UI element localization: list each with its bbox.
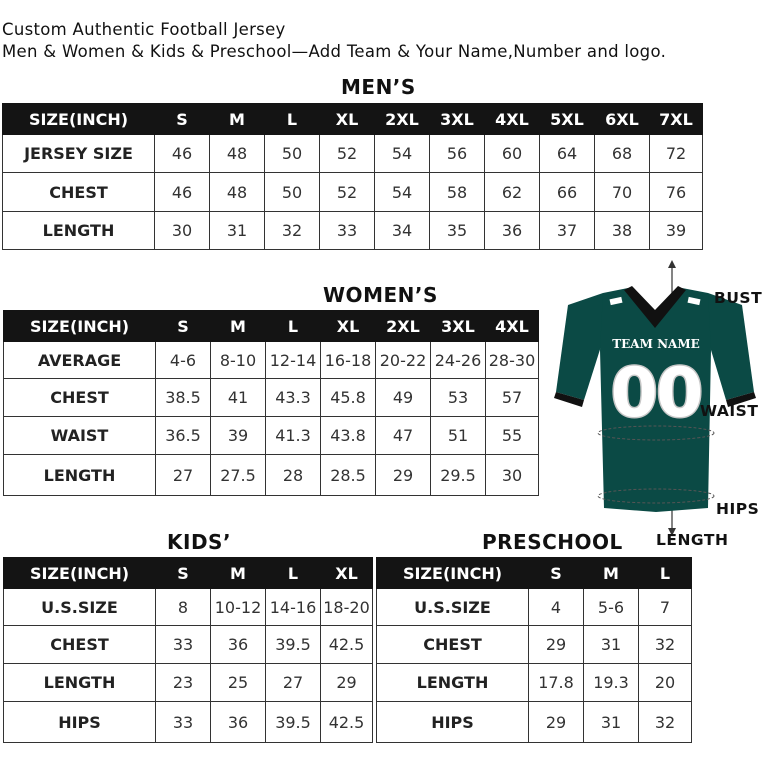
- size-value-cell: 18-20: [321, 589, 373, 626]
- size-value-cell: 50: [265, 135, 320, 173]
- size-value-cell: 30: [486, 455, 539, 496]
- size-value-cell: 31: [210, 212, 265, 250]
- size-value-cell: 8: [156, 589, 211, 626]
- table-header-row: [4, 558, 373, 589]
- header-size-6xl: 6XL: [595, 104, 650, 135]
- size-value-cell: 31: [584, 702, 639, 743]
- size-value-cell: 32: [265, 212, 320, 250]
- header-size-2xl: 2XL: [376, 311, 431, 342]
- size-value-cell: 36: [211, 702, 266, 743]
- table-row: [377, 589, 692, 626]
- size-value-cell: 27: [266, 664, 321, 702]
- row-label: HIPS: [377, 702, 529, 743]
- table-header-row: [377, 558, 692, 589]
- size-value-cell: 7: [639, 589, 692, 626]
- header-size-xl: XL: [321, 311, 376, 342]
- header-size-4xl: 4XL: [485, 104, 540, 135]
- waist-label: WAIST: [700, 402, 759, 420]
- size-value-cell: 20: [639, 664, 692, 702]
- row-label: CHEST: [3, 173, 155, 212]
- table-row: [4, 417, 539, 455]
- size-value-cell: 52: [320, 173, 375, 212]
- size-value-cell: 46: [155, 135, 210, 173]
- size-value-cell: 8-10: [211, 342, 266, 379]
- kids-title: KIDS’: [167, 530, 232, 554]
- header-size-3xl: 3XL: [431, 311, 486, 342]
- size-value-cell: 24-26: [431, 342, 486, 379]
- header-size-5xl: 5XL: [540, 104, 595, 135]
- size-value-cell: 39: [211, 417, 266, 455]
- size-value-cell: 30: [155, 212, 210, 250]
- mens-title: MEN’S: [341, 75, 416, 99]
- size-value-cell: 28: [266, 455, 321, 496]
- size-value-cell: 68: [595, 135, 650, 173]
- size-value-cell: 36: [211, 626, 266, 664]
- size-value-cell: 42.5: [321, 702, 373, 743]
- mens-size-table: [2, 103, 703, 250]
- header-size-label: SIZE(INCH): [4, 558, 156, 589]
- header-size-label: SIZE(INCH): [377, 558, 529, 589]
- row-label: U.S.SIZE: [4, 589, 156, 626]
- size-value-cell: 60: [485, 135, 540, 173]
- size-value-cell: 4: [529, 589, 584, 626]
- header-size-label: SIZE(INCH): [4, 311, 156, 342]
- header-size-l: L: [639, 558, 692, 589]
- header-size-m: M: [210, 104, 265, 135]
- length-label: LENGTH: [656, 531, 729, 549]
- size-value-cell: 33: [156, 626, 211, 664]
- header-size-s: S: [156, 311, 211, 342]
- header-size-l: L: [266, 311, 321, 342]
- table-row: [3, 135, 703, 173]
- size-value-cell: 5-6: [584, 589, 639, 626]
- size-value-cell: 28-30: [486, 342, 539, 379]
- row-label: LENGTH: [3, 212, 155, 250]
- size-value-cell: 39.5: [266, 702, 321, 743]
- size-value-cell: 38: [595, 212, 650, 250]
- size-value-cell: 50: [265, 173, 320, 212]
- hips-label: HIPS: [716, 500, 760, 518]
- preschool-title: PRESCHOOL: [482, 530, 623, 554]
- size-value-cell: 41.3: [266, 417, 321, 455]
- size-value-cell: 27: [156, 455, 211, 496]
- length-arrow-top-icon: [668, 260, 676, 268]
- size-value-cell: 4-6: [156, 342, 211, 379]
- size-value-cell: 31: [584, 626, 639, 664]
- size-value-cell: 36: [485, 212, 540, 250]
- table-row: [4, 589, 373, 626]
- header-size-m: M: [211, 311, 266, 342]
- size-value-cell: 25: [211, 664, 266, 702]
- size-value-cell: 55: [486, 417, 539, 455]
- size-value-cell: 29: [321, 664, 373, 702]
- size-value-cell: 57: [486, 379, 539, 417]
- size-value-cell: 20-22: [376, 342, 431, 379]
- womens-size-table: [3, 310, 539, 496]
- size-value-cell: 48: [210, 135, 265, 173]
- size-value-cell: 10-12: [211, 589, 266, 626]
- size-value-cell: 37: [540, 212, 595, 250]
- size-value-cell: 39.5: [266, 626, 321, 664]
- jersey-right-sleeve: [708, 293, 754, 400]
- table-row: [377, 664, 692, 702]
- header-size-l: L: [266, 558, 321, 589]
- row-label: LENGTH: [377, 664, 529, 702]
- preschool-size-table: [376, 557, 692, 743]
- row-label: CHEST: [4, 379, 156, 417]
- table-row: [377, 702, 692, 743]
- row-label: WAIST: [4, 417, 156, 455]
- size-value-cell: 35: [430, 212, 485, 250]
- table-header-row: [3, 104, 703, 135]
- header-size-s: S: [155, 104, 210, 135]
- header-size-l: L: [265, 104, 320, 135]
- size-value-cell: 66: [540, 173, 595, 212]
- header-size-xl: XL: [321, 558, 373, 589]
- size-value-cell: 14-16: [266, 589, 321, 626]
- size-value-cell: 52: [320, 135, 375, 173]
- size-value-cell: 33: [156, 702, 211, 743]
- size-value-cell: 33: [320, 212, 375, 250]
- size-value-cell: 17.8: [529, 664, 584, 702]
- row-label: AVERAGE: [4, 342, 156, 379]
- size-value-cell: 62: [485, 173, 540, 212]
- size-value-cell: 39: [650, 212, 703, 250]
- table-row: [4, 664, 373, 702]
- womens-title: WOMEN’S: [323, 283, 438, 307]
- size-value-cell: 49: [376, 379, 431, 417]
- header-size-4xl: 4XL: [486, 311, 539, 342]
- header-size-m: M: [584, 558, 639, 589]
- size-value-cell: 51: [431, 417, 486, 455]
- table-row: [377, 626, 692, 664]
- size-value-cell: 29: [529, 702, 584, 743]
- size-value-cell: 29: [376, 455, 431, 496]
- size-value-cell: 29.5: [431, 455, 486, 496]
- row-label: CHEST: [377, 626, 529, 664]
- size-value-cell: 28.5: [321, 455, 376, 496]
- size-value-cell: 27.5: [211, 455, 266, 496]
- size-value-cell: 16-18: [321, 342, 376, 379]
- size-value-cell: 43.3: [266, 379, 321, 417]
- size-value-cell: 19.3: [584, 664, 639, 702]
- page-title: Custom Authentic Football Jersey: [2, 20, 286, 39]
- size-value-cell: 76: [650, 173, 703, 212]
- size-value-cell: 56: [430, 135, 485, 173]
- size-value-cell: 12-14: [266, 342, 321, 379]
- row-label: CHEST: [4, 626, 156, 664]
- size-value-cell: 32: [639, 626, 692, 664]
- size-value-cell: 29: [529, 626, 584, 664]
- header-size-label: SIZE(INCH): [3, 104, 155, 135]
- size-value-cell: 58: [430, 173, 485, 212]
- kids-size-table: [3, 557, 373, 743]
- size-value-cell: 47: [376, 417, 431, 455]
- bust-label: BUST: [714, 289, 763, 307]
- header-size-s: S: [156, 558, 211, 589]
- size-value-cell: 54: [375, 173, 430, 212]
- row-label: HIPS: [4, 702, 156, 743]
- size-value-cell: 45.8: [321, 379, 376, 417]
- table-row: [4, 379, 539, 417]
- size-value-cell: 23: [156, 664, 211, 702]
- header-size-s: S: [529, 558, 584, 589]
- table-row: [4, 455, 539, 496]
- table-row: [3, 173, 703, 212]
- size-value-cell: 42.5: [321, 626, 373, 664]
- size-value-cell: 32: [639, 702, 692, 743]
- size-value-cell: 41: [211, 379, 266, 417]
- size-value-cell: 48: [210, 173, 265, 212]
- table-row: [3, 212, 703, 250]
- size-value-cell: 43.8: [321, 417, 376, 455]
- jersey-number: 00: [610, 354, 702, 433]
- table-row: [4, 626, 373, 664]
- table-row: [4, 702, 373, 743]
- header-size-m: M: [211, 558, 266, 589]
- size-value-cell: 64: [540, 135, 595, 173]
- size-value-cell: 46: [155, 173, 210, 212]
- row-label: LENGTH: [4, 664, 156, 702]
- jersey-left-sleeve: [556, 293, 603, 400]
- size-value-cell: 70: [595, 173, 650, 212]
- size-value-cell: 72: [650, 135, 703, 173]
- row-label: U.S.SIZE: [377, 589, 529, 626]
- size-value-cell: 54: [375, 135, 430, 173]
- table-row: [4, 342, 539, 379]
- size-value-cell: 34: [375, 212, 430, 250]
- row-label: JERSEY SIZE: [3, 135, 155, 173]
- header-size-7xl: 7XL: [650, 104, 703, 135]
- size-value-cell: 53: [431, 379, 486, 417]
- size-value-cell: 36.5: [156, 417, 211, 455]
- header-size-xl: XL: [320, 104, 375, 135]
- row-label: LENGTH: [4, 455, 156, 496]
- jersey-team-name: TEAM NAME: [612, 337, 700, 351]
- table-header-row: [4, 311, 539, 342]
- header-size-2xl: 2XL: [375, 104, 430, 135]
- page-subtitle: Men & Women & Kids & Preschool—Add Team & Your Name,Number and logo.: [2, 42, 667, 61]
- size-value-cell: 38.5: [156, 379, 211, 417]
- header-size-3xl: 3XL: [430, 104, 485, 135]
